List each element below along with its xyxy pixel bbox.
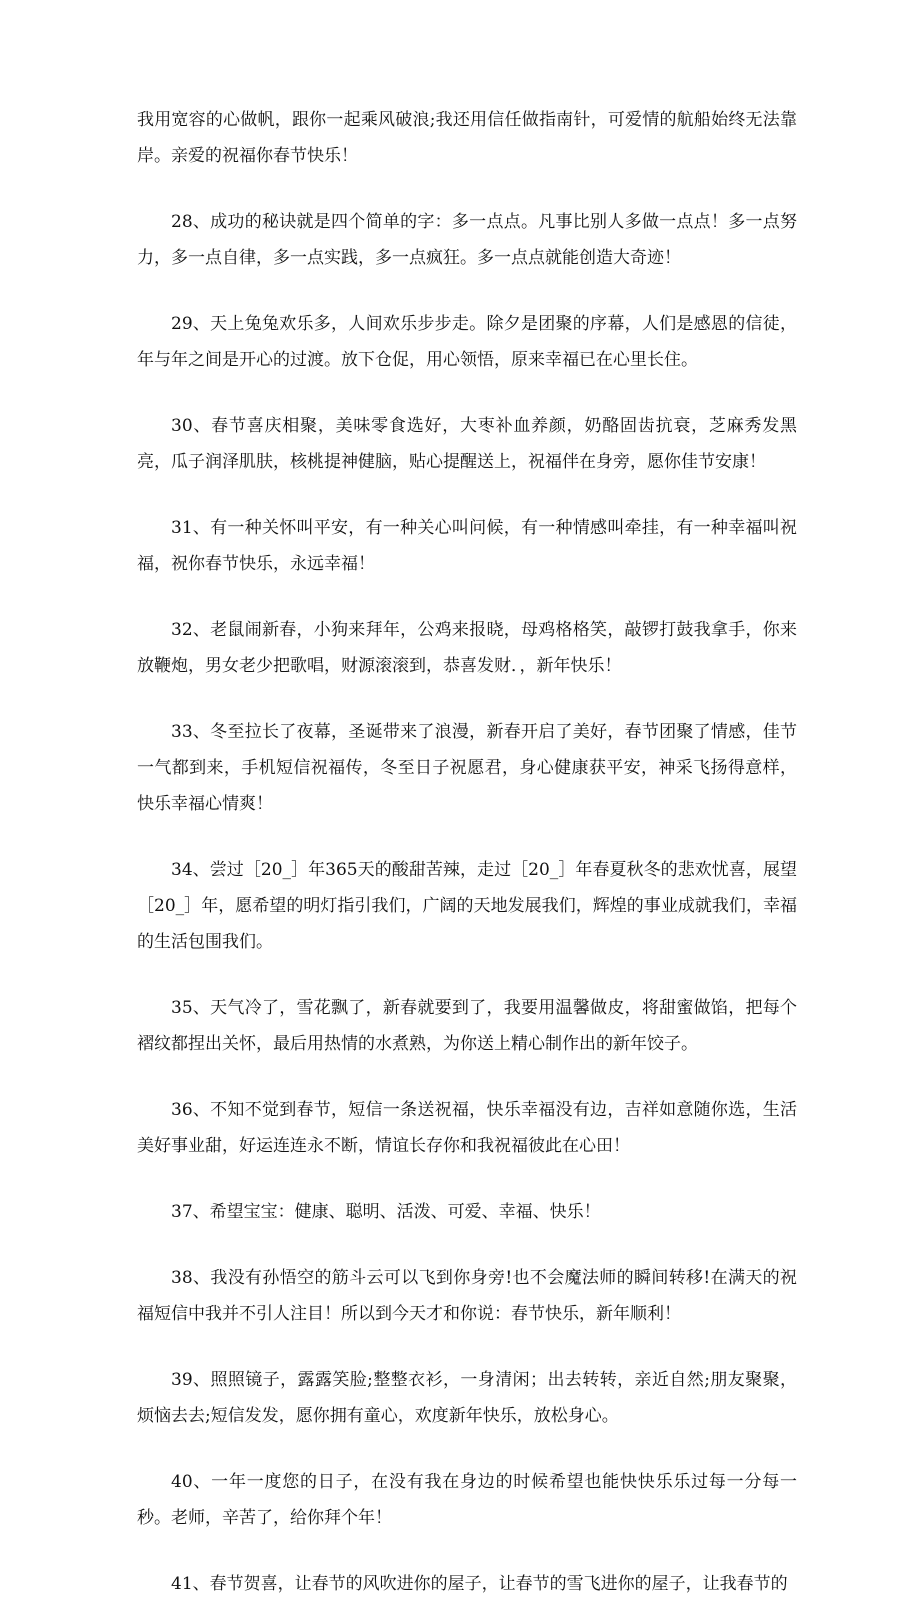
paragraph-continuation: 我用宽容的心做帆，跟你一起乘风破浪;我还用信任做指南针，可爱情的航船始终无法靠岸。亲爱的祝福你春节快乐！ — [137, 110, 797, 166]
paragraph-37: 37、希望宝宝：健康、聪明、活泼、可爱、幸福、快乐！ — [171, 1202, 601, 1222]
paragraph-40: 40、一年一度您的日子，在没有我在身边的时候希望也能快快乐乐过每一分每一秒。老师，辛苦了，给你拜个年！ — [137, 1472, 797, 1528]
paragraph-32: 32、老鼠闹新春，小狗来拜年，公鸡来报晓，母鸡格格笑，敲锣打鼓我拿手，你来放鞭炮，男女老少把歌唱，财源滚滚到，恭喜发财．，新年快乐！ — [137, 620, 797, 676]
paragraph-31: 31、有一种关怀叫平安，有一种关心叫问候，有一种情感叫牵挂，有一种幸福叫祝福，祝你春节快乐，永远幸福！ — [137, 518, 797, 574]
paragraph-34: 34、尝过［20_］年365天的酸甜苦辣，走过［20_］年春夏秋冬的悲欢忧喜，展望［20_］年，愿希望的明灯指引我们，广阔的天地发展我们，辉煌的事业成就我们，幸福的生活包围我们。 — [137, 860, 797, 952]
paragraph-29: 29、天上兔兔欢乐多，人间欢乐步步走。除夕是团聚的序幕，人们是感恩的信徒，年与年之间是开心的过渡。放下仓促，用心领悟，原来幸福已在心里长住。 — [137, 314, 797, 370]
paragraph-28: 28、成功的秘诀就是四个简单的字：多一点点。凡事比别人多做一点点！多一点努力，多一点自律，多一点实践，多一点疯狂。多一点点就能创造大奇迹！ — [137, 212, 797, 268]
paragraph-38: 38、我没有孙悟空的筋斗云可以飞到你身旁!也不会魔法师的瞬间转移!在满天的祝福短信中我并不引人注目！所以到今天才和你说：春节快乐，新年顺利！ — [137, 1268, 797, 1324]
paragraph-39: 39、照照镜子，露露笑脸;整整衣衫，一身清闲；出去转转，亲近自然;朋友聚聚，烦恼去去;短信发发，愿你拥有童心，欢度新年快乐，放松身心。 — [137, 1370, 797, 1426]
paragraph-35: 35、天气冷了，雪花飘了，新春就要到了，我要用温馨做皮，将甜蜜做馅，把每个褶纹都捏出关怀，最后用热情的水煮熟，为你送上精心制作出的新年饺子。 — [137, 998, 797, 1054]
paragraph-33: 33、冬至拉长了夜幕，圣诞带来了浪漫，新春开启了美好，春节团聚了情感，佳节一气都到来，手机短信祝福传，冬至日子祝愿君，身心健康获平安，神采飞扬得意样，快乐幸福心情爽！ — [137, 722, 797, 814]
paragraph-36: 36、不知不觉到春节，短信一条送祝福，快乐幸福没有边，吉祥如意随你选，生活美好事业甜，好运连连永不断，情谊长存你和我祝福彼此在心田！ — [137, 1100, 797, 1156]
paragraph-41: 41、春节贺喜，让春节的风吹进你的屋子，让春节的雪飞进你的屋子，让我春节的 — [171, 1574, 788, 1594]
paragraph-30: 30、春节喜庆相聚，美味零食选好，大枣补血养颜，奶酪固齿抗衰，芝麻秀发黑亮，瓜子润泽肌肤，核桃提神健脑，贴心提醒送上，祝福伴在身旁，愿你佳节安康！ — [137, 416, 797, 472]
document-body — [137, 102, 797, 1602]
